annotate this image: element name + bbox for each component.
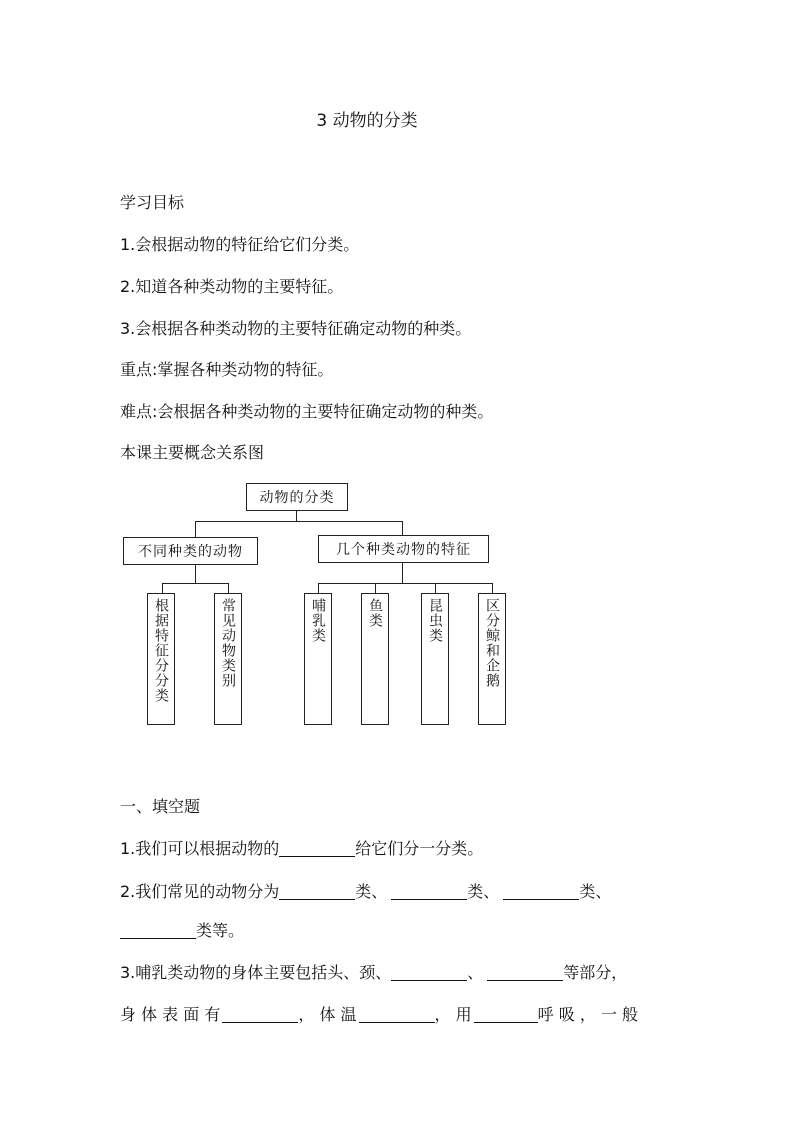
question-2-cont [120, 918, 244, 941]
connector-line [162, 583, 229, 584]
map-right-label: 几个种类动物的特征 [336, 542, 471, 558]
concept-map-heading: 本课主要概念关系图 [120, 443, 265, 462]
question-2 [120, 879, 611, 902]
connector-line [318, 583, 319, 593]
answer-blank[interactable] [474, 1006, 538, 1023]
connector-line [195, 521, 196, 537]
answer-blank[interactable] [120, 922, 196, 939]
objective-item: 1.会根据动物的特征给它们分类。 [120, 235, 360, 254]
answer-blank[interactable] [359, 1006, 435, 1023]
map-leaf-box [304, 593, 332, 725]
question-text: 类等。 [196, 921, 245, 940]
map-right-box [318, 535, 489, 563]
map-leaf-label: 根据特征分分类 [153, 598, 169, 703]
difficult-point: 难点:会根据各种类动物的主要特征确定动物的种类。 [120, 402, 494, 421]
key-point: 重点:掌握各种类动物的特征。 [120, 360, 334, 379]
connector-line [435, 583, 436, 593]
answer-blank[interactable] [487, 964, 563, 981]
answer-blank[interactable] [391, 883, 467, 900]
map-root-box [246, 483, 348, 511]
map-leaf-box [478, 593, 506, 725]
objective-item: 2.知道各种类动物的主要特征。 [120, 277, 344, 296]
question-text: 2.我们常见的动物分为 [120, 882, 280, 901]
objectives-heading: 学习目标 [120, 193, 185, 212]
map-leaf-label: 鱼类 [367, 598, 383, 628]
connector-line [228, 583, 229, 593]
question-text: 给它们分一分类。 [355, 839, 484, 858]
answer-blank[interactable] [222, 1006, 298, 1023]
page-title: 3 动物的分类 [316, 111, 418, 131]
question-text: ， 体 温 [298, 1005, 357, 1024]
connector-line [296, 510, 297, 521]
question-text: 3.哺乳类动物的身体主要包括头、颈、 [120, 963, 392, 982]
map-leaf-label: 区分鲸和企鹅 [484, 598, 500, 688]
question-text: ， 用 [434, 1005, 472, 1024]
connector-line [375, 583, 376, 593]
question-text: 类、 [355, 882, 388, 901]
map-leaf-box [147, 593, 175, 725]
answer-blank[interactable] [391, 964, 467, 981]
question-3-cont [120, 1002, 638, 1025]
map-left-box [123, 537, 258, 565]
exercises-heading: 一、填空题 [120, 797, 201, 816]
question-3 [120, 960, 627, 983]
connector-line [195, 521, 402, 522]
question-text: 类、 [579, 882, 612, 901]
objective-item: 3.会根据各种类动物的主要特征确定动物的种类。 [120, 319, 472, 338]
map-leaf-box [361, 593, 389, 725]
question-text: 呼 吸 ， 一 般 [537, 1005, 638, 1024]
question-text: 1.我们可以根据动物的 [120, 839, 280, 858]
map-left-label: 不同种类的动物 [138, 544, 243, 560]
question-text: 类、 [467, 882, 500, 901]
map-leaf-label: 常见动物类别 [220, 598, 236, 688]
map-leaf-label: 哺乳类 [310, 598, 326, 643]
connector-line [162, 583, 163, 593]
map-leaf-box [214, 593, 242, 725]
question-text: 、 [467, 963, 484, 982]
answer-blank[interactable] [503, 883, 579, 900]
answer-blank[interactable] [279, 883, 355, 900]
question-text: 等部分， [563, 963, 628, 982]
map-leaf-label: 昆虫类 [427, 598, 443, 643]
map-root-label: 动物的分类 [259, 490, 335, 506]
question-1 [120, 836, 483, 859]
connector-line [402, 521, 403, 535]
connector-line [318, 583, 493, 584]
connector-line [492, 583, 493, 593]
map-leaf-box [421, 593, 449, 725]
question-text: 身 体 表 面 有 [120, 1005, 221, 1024]
connector-line [402, 562, 403, 583]
answer-blank[interactable] [279, 840, 355, 857]
connector-line [195, 564, 196, 583]
